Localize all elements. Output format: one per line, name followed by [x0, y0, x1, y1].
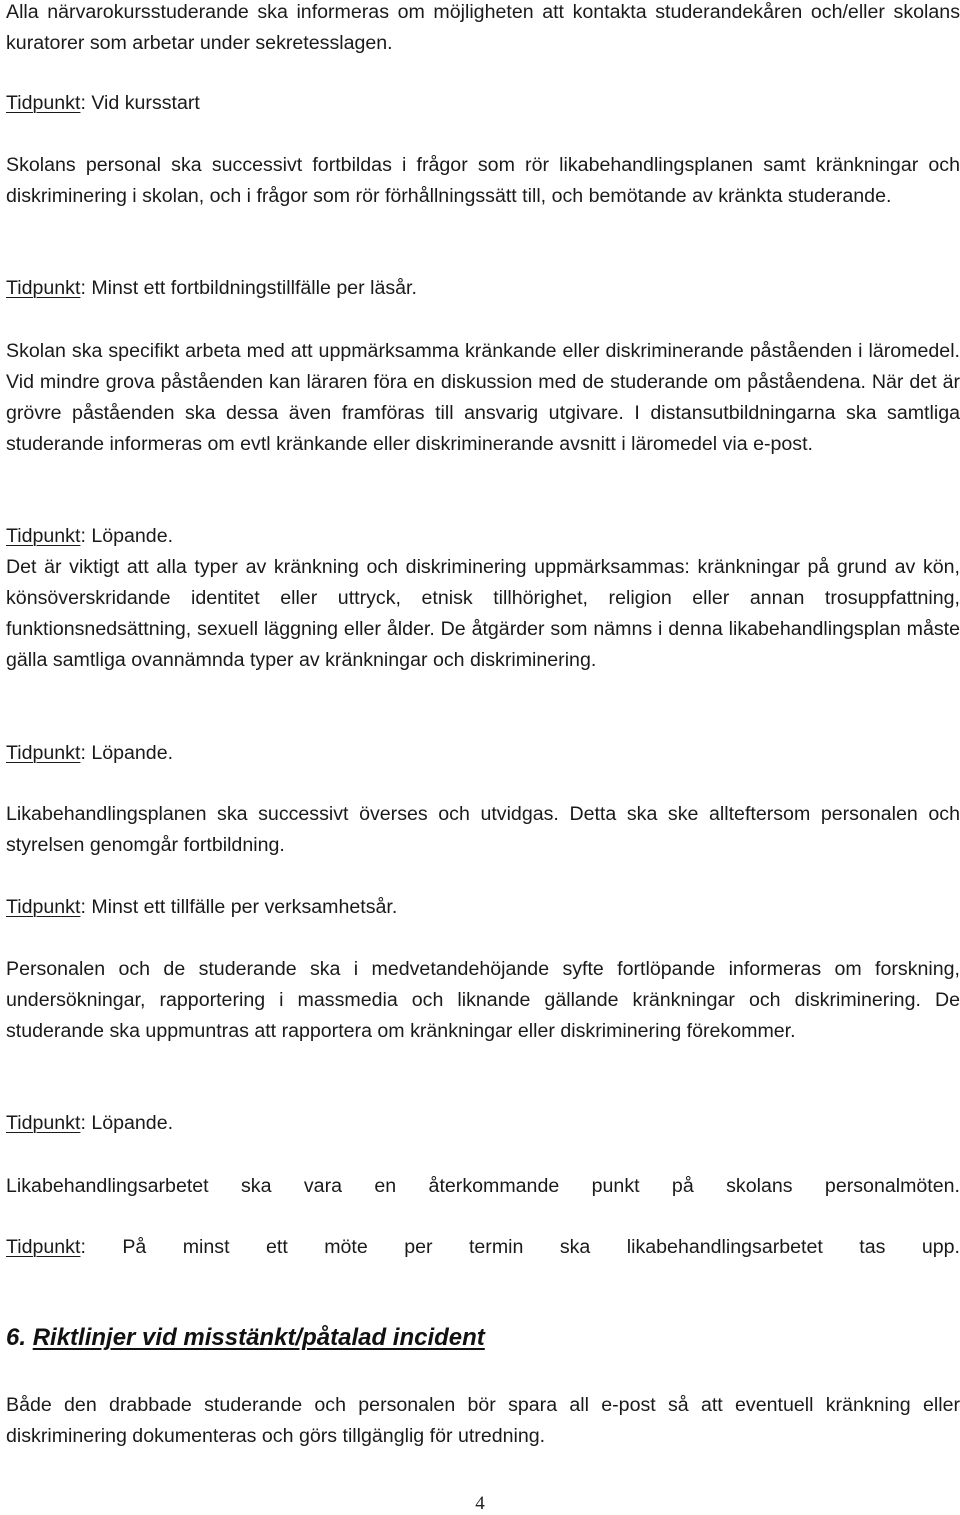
- timing-line-1: [6, 88, 960, 119]
- timing-label: Tidpunkt: [6, 525, 81, 547]
- timing-line-7: [6, 1232, 960, 1263]
- timing-line-5: [6, 892, 960, 923]
- section-number: 6.: [6, 1324, 33, 1351]
- paragraph-email-documentation: Både den drabbade studerande och personalen bör spara all e-post så att eventuell kränkning eller diskriminering dokumenteras och görs tillgänglig för utredning.: [6, 1394, 960, 1447]
- timing-value: : På minst ett möte per termin ska likabehandlingsarbetet tas upp.: [80, 1236, 960, 1258]
- timing-value: : Minst ett tillfälle per verksamhetsår.: [80, 896, 398, 918]
- paragraph-staff-training: Skolans personal ska successivt fortbildas i frågor som rör likabehandlingsplanen samt kränkningar och diskriminering i skolan, och i frågor som rör förhållningssätt till, och bemötande av kränkta studerande.: [6, 154, 960, 207]
- timing-value: : Vid kursstart: [80, 92, 200, 114]
- paragraph-plan-review: Likabehandlingsplanen ska successivt överses och utvidgas. Detta ska ske allteftersom personalen och styrelsen genomgår fortbildning.: [6, 803, 960, 856]
- timing-label: Tidpunkt: [6, 742, 81, 764]
- section-title: Riktlinjer vid misstänkt/påtalad incident: [32, 1324, 485, 1351]
- timing-label: Tidpunkt: [6, 1236, 81, 1258]
- timing-label: Tidpunkt: [6, 1112, 81, 1134]
- timing-line-3: [6, 521, 960, 552]
- timing-value: : Löpande.: [80, 1112, 174, 1134]
- paragraph-teaching-materials: Skolan ska specifikt arbeta med att uppmärksamma kränkande eller diskriminerande påståenden i läromedel. Vid mindre grova påståenden kan läraren föra en diskussion med de studerande om påståendena. När det är grövre påståenden ska dessa även framföras till ansvarig utgivare. I distansutbildningarna ska samtliga studerande informeras om evtl kränkande eller diskriminerande avsnitt i läromedel via e-post.: [6, 340, 960, 455]
- timing-line-4: [6, 738, 960, 769]
- paragraph-intro: Alla närvarokursstuderande ska informeras om möjligheten att kontakta studerandekåren och/eller skolans kuratorer som arbetar under sekretesslagen.: [6, 1, 960, 54]
- timing-value: : Löpande.: [80, 742, 174, 764]
- timing-label: Tidpunkt: [6, 277, 81, 299]
- timing-label: Tidpunkt: [6, 896, 81, 918]
- paragraph-discrimination-types: Det är viktigt att alla typer av kränkning och diskriminering uppmärksammas: kränkningar på grund av kön, könsöverskridande identitet eller uttryck, etnisk tillhörighet, religion eller annan trosuppfattning, funktionsnedsättning, sexuell läggning eller ålder. De åtgärder som nämns i denna likabehandlingsplan måste gälla samtliga ovannämnda typer av kränkningar och diskriminering.: [6, 556, 960, 671]
- timing-value: : Minst ett fortbildningstillfälle per läsår.: [80, 277, 417, 299]
- timing-label: Tidpunkt: [6, 92, 81, 114]
- paragraph-awareness: Personalen och de studerande ska i medvetandehöjande syfte fortlöpande informeras om forskning, undersökningar, rapportering i massmedia och liknande gällande kränkningar och diskriminering. De studerande ska uppmuntras att rapportera om kränkningar eller diskriminering förekommer.: [6, 958, 960, 1042]
- section-heading: [6, 1323, 485, 1353]
- page-number: 4: [475, 1493, 485, 1514]
- timing-line-2: [6, 273, 960, 304]
- timing-value: : Löpande.: [80, 525, 174, 547]
- paragraph-staff-meetings: Likabehandlingsarbetet ska vara en återkommande punkt på skolans personalmöten.: [6, 1175, 960, 1197]
- timing-line-6: [6, 1108, 960, 1139]
